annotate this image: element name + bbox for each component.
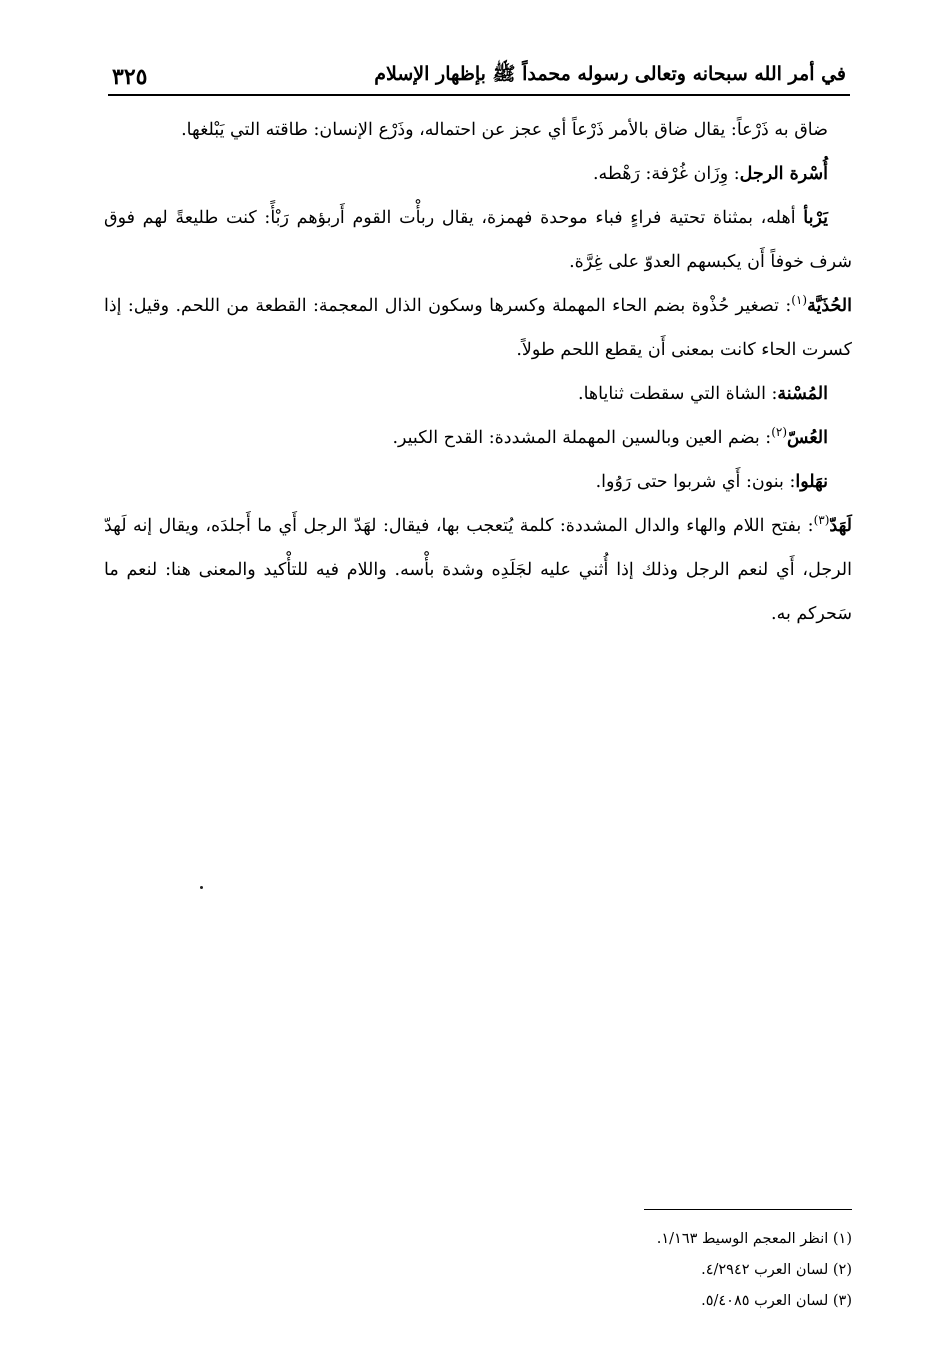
glossary-entry (104, 152, 852, 196)
running-header (112, 58, 846, 90)
footnotes (352, 1224, 852, 1317)
entry-definition: أهله، بمثناة تحتية فراءٍ فباء موحدة فهمزة، يقال ربأْت القوم أَربؤهم رَبْأً: كنت طليعةً لهم فوق شرف خوفاً أَن يكبسهم العدوّ على غِرَّة. (104, 208, 852, 272)
footnote: (٢) لسان العرب ٤/٢٩٤٢. (701, 1262, 852, 1278)
glossary-entry (104, 108, 852, 152)
footnote-rule (644, 1209, 852, 1210)
entry-definition: : وِزَان غُرْفة: رَهْطه. (592, 164, 740, 184)
entry-term: الحُذَيَّة (807, 296, 852, 316)
entry-term: العُسّ (787, 428, 828, 448)
entry-definition: : تصغير حُذْوة بضم الحاء المهملة وكسرها وسكون الذال المعجمة: القطعة من اللحم. وقيل: إذا كسرت الحاء كانت بمعنى أَن يقطع اللحم طولاً. (104, 296, 852, 360)
glossary-entry (104, 416, 852, 460)
entry-definition: : بضم العين وبالسين المهملة المشددة: القدح الكبير. (392, 428, 772, 448)
entry-term: نهَلوا (795, 472, 828, 492)
entry-definition: : الشاة التي سقطت ثناياها. (578, 384, 778, 404)
footnote: (١) انظر المعجم الوسيط ١/١٦٣. (656, 1231, 852, 1247)
glossary-entry (104, 284, 852, 372)
entry-term: يَرْبأ (803, 208, 828, 228)
entry-term: المُسْنة (777, 384, 828, 404)
entry-term: أُسْرة الرجل (739, 164, 828, 184)
glossary-entry (104, 504, 852, 636)
footnote-ref: (٢) (771, 425, 788, 440)
glossary-entry (104, 460, 852, 504)
entry-definition: : بفتح اللام والهاء والدال المشددة: كلمة يُتعجب بها، فيقال: لهَدّ الرجل أَي ما أَجلدَه، ويقال إنه لَهدّ الرجل، أَي لنعم الرجل وذلك إذا أُثني عليه لجَلَدِه وشدة بأْسه. واللام فيه للتأْكيد والمعنى هنا: لنعم ما سَحركم به. (104, 516, 852, 624)
glossary-entry (104, 196, 852, 284)
glossary-entry (104, 372, 852, 416)
scan-speck (200, 886, 203, 889)
page-number: ٣٢٥ (112, 64, 148, 90)
header-rule (108, 94, 850, 96)
entry-term: لَهَدّ (829, 516, 852, 536)
footnote-ref: (١) (791, 293, 808, 308)
footnote-ref: (٣) (813, 513, 830, 528)
glossary-body (104, 108, 852, 636)
entry-definition: ضاق به ذَرْعاً: يقال ضاق بالأمر ذَرْعاً أي عجز عن احتماله، وذَرْع الإنسان: طاقته التي يَبْلغها. (181, 120, 828, 140)
running-header-title: في أمر الله سبحانه وتعالى رسوله محمداً ﷺ بإظهار الإسلام (374, 63, 846, 85)
entry-definition: : بنون: أَي شربوا حتى رَوُوا. (595, 472, 796, 492)
footnote: (٣) لسان العرب ٥/٤٠٨٥. (701, 1293, 852, 1309)
